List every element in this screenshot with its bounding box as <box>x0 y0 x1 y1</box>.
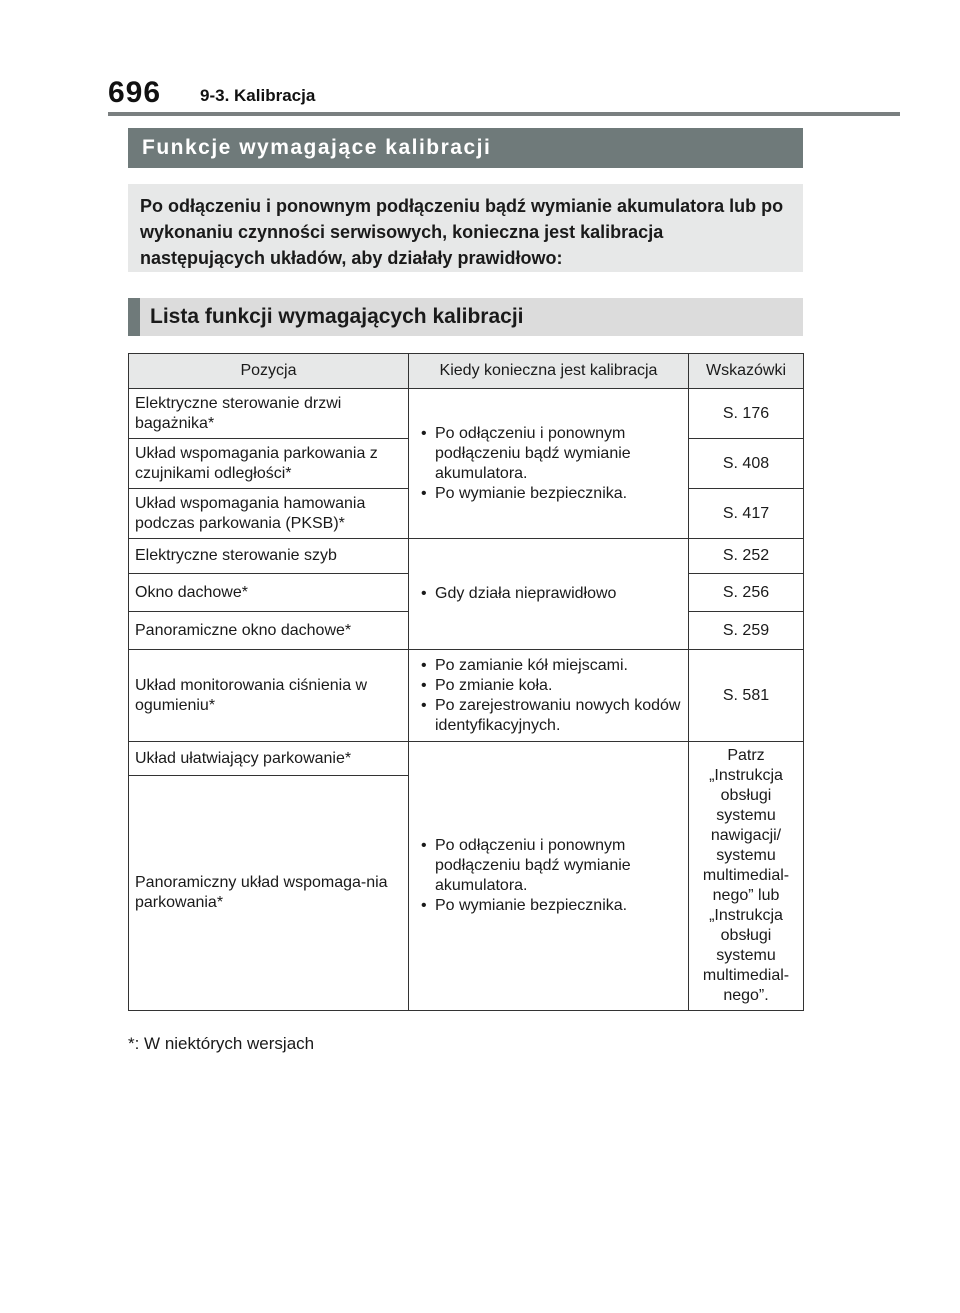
intro-text: Po odłączeniu i ponownym podłączeniu bądź wymianie akumulatora lub po wykonaniu czynności serwisowych, konieczna jest kalibracja następujących układów, aby działały prawidłowo: <box>128 184 803 272</box>
page-ref-cell: S. 408 <box>689 439 804 489</box>
calibration-table <box>128 353 804 1011</box>
item-cell: Układ wspomagania parkowania z czujnikami odległości* <box>129 439 409 489</box>
condition-item: • Po wymianie bezpiecznika. <box>415 896 682 916</box>
page-header <box>108 76 908 116</box>
condition-item: • Po odłączeniu i ponownym podłączeniu bądź wymianie akumulatora. <box>415 836 682 896</box>
reference-note-cell: Patrz „Instrukcja obsługi systemu nawigacji/ systemu multimedial-nego” lub „Instrukcja obsługi systemu multimedial-nego”. <box>689 742 804 1011</box>
page-number: 696 <box>108 76 162 109</box>
section-title: 9-3. Kalibracja <box>200 86 316 105</box>
table-row <box>129 650 804 742</box>
condition-cell <box>409 742 689 1011</box>
item-cell: Panoramiczne okno dachowe* <box>129 612 409 650</box>
item-cell: Elektryczne sterowanie szyb <box>129 539 409 574</box>
condition-item: • Gdy działa nieprawidłowo <box>415 584 682 604</box>
item-cell: Układ monitorowania ciśnienia w ogumieniu* <box>129 650 409 742</box>
item-cell: Układ wspomagania hamowania podczas parkowania (PKSB)* <box>129 489 409 539</box>
item-cell: Okno dachowe* <box>129 574 409 612</box>
condition-cell <box>409 539 689 650</box>
table-row <box>129 389 804 439</box>
table-row <box>129 539 804 574</box>
table-header-row <box>129 354 804 389</box>
condition-cell <box>409 650 689 742</box>
header-when: Kiedy konieczna jest kalibracja <box>409 354 689 389</box>
condition-item: • Po zmianie koła. <box>415 676 682 696</box>
condition-item: • Po zamianie kół miejscami. <box>415 656 682 676</box>
item-cell: Układ ułatwiający parkowanie* <box>129 742 409 776</box>
condition-item: • Po zarejestrowaniu nowych kodów identyfikacyjnych. <box>415 696 682 736</box>
condition-item: • Po odłączeniu i ponownym podłączeniu bądź wymianie akumulatora. <box>415 424 682 484</box>
page-ref-cell: S. 252 <box>689 539 804 574</box>
page-ref-cell: S. 259 <box>689 612 804 650</box>
item-cell: Elektryczne sterowanie drzwi bagażnika* <box>129 389 409 439</box>
page-ref-cell: S. 256 <box>689 574 804 612</box>
header-position: Pozycja <box>129 354 409 389</box>
table-row <box>129 742 804 776</box>
item-cell: Panoramiczny układ wspomaga-nia parkowania* <box>129 776 409 1011</box>
list-heading: Lista funkcji wymagających kalibracji <box>128 298 803 336</box>
main-heading: Funkcje wymagające kalibracji <box>128 128 803 168</box>
header-rule <box>108 112 900 116</box>
page-ref-cell: S. 176 <box>689 389 804 439</box>
page-ref-cell: S. 581 <box>689 650 804 742</box>
footnote: *: W niektórych wersjach <box>128 1034 315 1053</box>
condition-item: • Po wymianie bezpiecznika. <box>415 484 682 504</box>
condition-cell <box>409 389 689 539</box>
header-notes: Wskazówki <box>689 354 804 389</box>
page-ref-cell: S. 417 <box>689 489 804 539</box>
